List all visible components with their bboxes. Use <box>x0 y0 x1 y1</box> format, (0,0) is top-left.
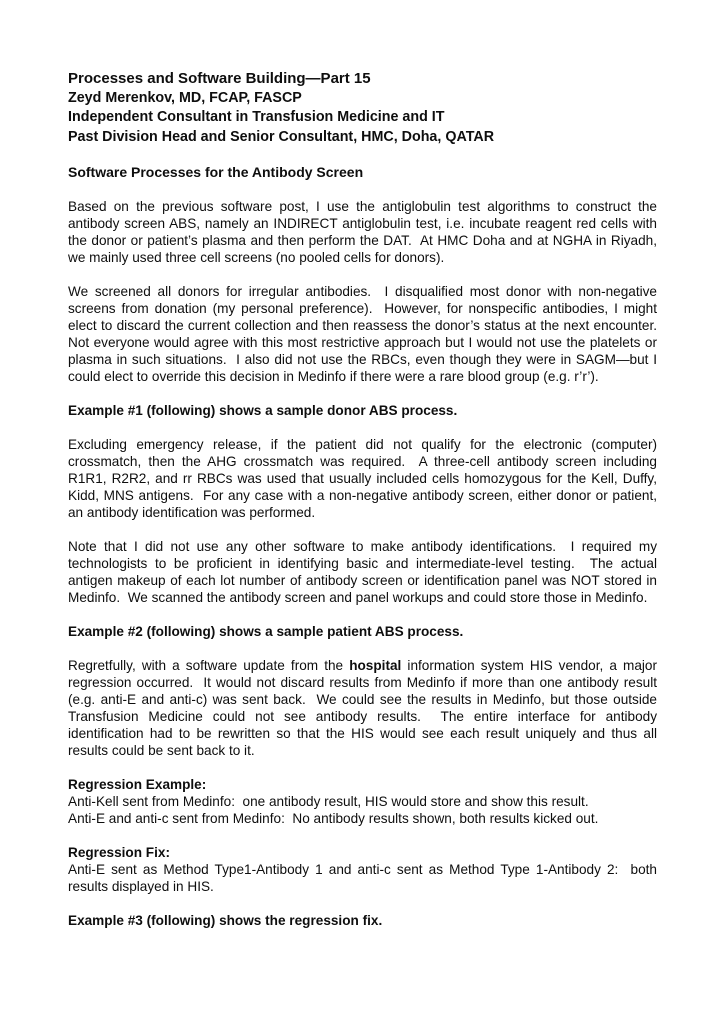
past-role-line: Past Division Head and Senior Consultant, HMC, Doha, QATAR <box>68 128 495 145</box>
title-block <box>68 69 657 147</box>
document-title: Processes and Software Building—Part 15 <box>68 70 371 87</box>
section-heading: Software Processes for the Antibody Screen <box>68 164 364 180</box>
paragraph-crossmatch: Excluding emergency release, if the patient did not qualify for the electronic (computer) crossmatch, then the AHG crossmatch was required. A three-cell antibody screen including R1R1, R2R2, and rr RBCs was used that usually included cells homozygous for the Kell, Duffy, Kidd, MNS antigens. For any case with a non-negative antibody screen, either donor or patient, an antibody identification was performed. <box>68 437 661 520</box>
paragraph-regression-post: information system HIS vendor, a major regression occurred. It would not discard results from Medinfo if more than one antibody result (e.g. anti-E and anti-c) was sent back. We could see the results in Medinfo, but those outside Transfusion Medicine could not see antibody results. The entire interface for antibody identification had to be rewritten so that the HIS would see each result uniquely and thus all results could be sent back to it. <box>68 658 661 758</box>
regression-fix-body: Anti-E sent as Method Type1-Antibody 1 and anti-c sent as Method Type 1-Antibody 2: both results displayed in HIS. <box>68 862 661 894</box>
example2-heading: Example #2 (following) shows a sample patient ABS process. <box>68 624 464 639</box>
paragraph-regression <box>68 657 661 759</box>
paragraph-donor-screening: We screened all donors for irregular antibodies. I disqualified most donor with non-negative screens from donation (my personal preference). However, for nonspecific antibodies, I might elect to discard the current collection and then reassess the donor’s status at the next encounter. Not everyone would agree with this most restrictive approach but I would not use the platelets or plasma in such situations. I also did not use the RBCs, even though they were in SAGM—but I could elect to override this decision in Medinfo if there were a rare blood group (e.g. r’r’). <box>68 284 665 384</box>
regression-example-group <box>68 776 657 827</box>
paragraph-regression-bold-word: hospital <box>349 658 402 673</box>
regression-example-heading: Regression Example: <box>68 777 207 792</box>
paragraph-intro: Based on the previous software post, I use the antiglobulin test algorithms to construct the antibody screen ABS, namely an INDIRECT antiglobulin test, i.e. incubate reagent red cells with the donor or patient’s plasma and then perform the DAT. At HMC Doha and at NGHA in Riyadh, we mainly used three cell screens (no pooled cells for donors). <box>68 199 661 265</box>
regression-example-line-2: Anti-E and anti-c sent from Medinfo: No antibody results shown, both results kicked out. <box>68 811 599 826</box>
regression-fix-heading: Regression Fix: <box>68 845 170 860</box>
regression-example-line-1: Anti-Kell sent from Medinfo: one antibody result, HIS would store and show this result. <box>68 794 589 809</box>
example1-heading: Example #1 (following) shows a sample donor ABS process. <box>68 403 458 418</box>
example3-heading: Example #3 (following) shows the regression fix. <box>68 913 383 928</box>
paragraph-software-note: Note that I did not use any other software to make antibody identifications. I required my technologists to be proficient in identifying basic and intermediate-level testing. The actual antigen makeup of each lot number of antibody screen or identification panel was NOT stored in Medinfo. We scanned the antibody screen and panel workups and could store those in Medinfo. <box>68 539 661 605</box>
regression-fix-group <box>68 844 661 895</box>
consultant-role-line: Independent Consultant in Transfusion Medicine and IT <box>68 109 445 125</box>
author-line: Zeyd Merenkov, MD, FCAP, FASCP <box>68 89 302 106</box>
paragraph-regression-pre: Regretfully, with a software update from the <box>68 658 350 673</box>
